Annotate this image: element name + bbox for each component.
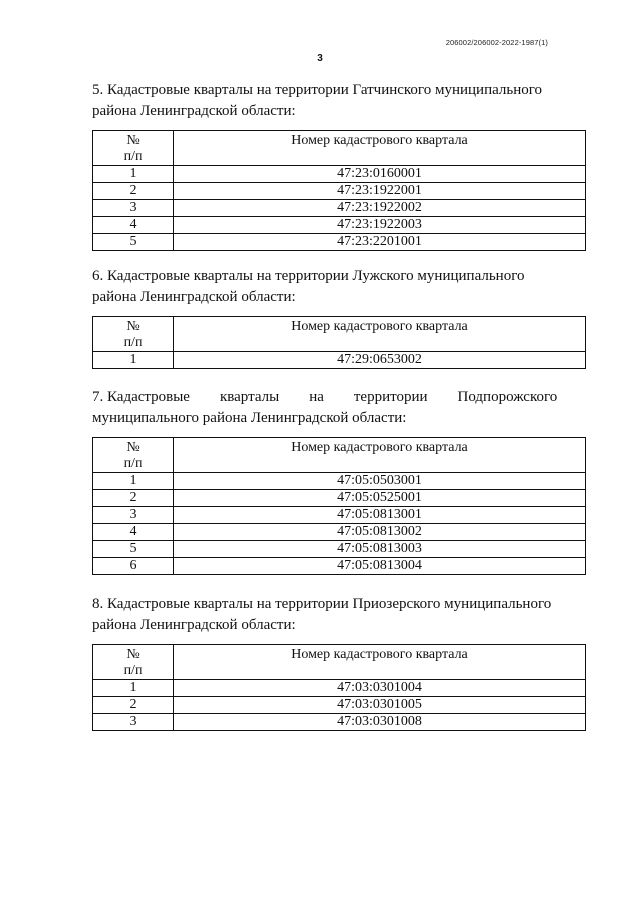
row-number: 3 (93, 714, 174, 731)
quarter-number: 47:23:2201001 (174, 234, 586, 251)
quarter-number: 47:03:0301005 (174, 697, 586, 714)
heading-line-2: района Ленинградской области: (92, 289, 296, 305)
row-number: 2 (93, 490, 174, 507)
column-header-number-line1: № (126, 133, 140, 148)
page-number: 3 (317, 53, 323, 64)
column-header-quarter: Номер кадастрового квартала (174, 438, 586, 473)
quarter-number: 47:03:0301008 (174, 714, 586, 731)
row-number: 5 (93, 541, 174, 558)
table-row (93, 473, 586, 490)
section-luga (92, 266, 586, 369)
table-row (93, 524, 586, 541)
heading-line-1: 5. Кадастровые кварталы на территории Гатчинского муниципального (92, 82, 543, 98)
column-header-number-line1: № (126, 319, 140, 334)
table-row (93, 200, 586, 217)
heading-line-2: района Ленинградской области: (92, 103, 296, 119)
quarter-number: 47:29:0653002 (174, 352, 586, 369)
column-header-number-line2: п/п (123, 149, 143, 164)
column-header-number-line2: п/п (123, 335, 143, 350)
column-header-quarter: Номер кадастрового квартала (174, 645, 586, 680)
row-number: 1 (93, 473, 174, 490)
table-header-row (93, 317, 586, 352)
heading-line-1: 7. Кадастровые кварталы на территории Подпорожского (92, 389, 558, 405)
heading-line-2: района Ленинградской области: (92, 617, 296, 633)
table-row (93, 507, 586, 524)
table-row (93, 541, 586, 558)
column-header-number-line1: № (126, 647, 140, 662)
quarter-number: 47:05:0813003 (174, 541, 586, 558)
row-number: 1 (93, 352, 174, 369)
quarter-number: 47:23:1922002 (174, 200, 586, 217)
table-row (93, 183, 586, 200)
row-number: 1 (93, 680, 174, 697)
table-row (93, 490, 586, 507)
quarter-number: 47:05:0503001 (174, 473, 586, 490)
heading-line-1: 8. Кадастровые кварталы на территории Приозерского муниципального (92, 596, 552, 612)
table-header-row (93, 645, 586, 680)
quarter-number: 47:23:0160001 (174, 166, 586, 183)
table-row (93, 558, 586, 575)
document-id: 206002/206002-2022-1987(1) (445, 38, 548, 47)
row-number: 5 (93, 234, 174, 251)
quarter-number: 47:03:0301004 (174, 680, 586, 697)
cadastral-table (92, 644, 586, 731)
column-header-number (93, 131, 174, 166)
section-heading (92, 387, 586, 429)
column-header-number (93, 317, 174, 352)
quarter-number: 47:05:0813004 (174, 558, 586, 575)
quarter-number: 47:05:0813001 (174, 507, 586, 524)
section-heading (92, 594, 586, 636)
column-header-number (93, 645, 174, 680)
section-heading (92, 80, 586, 122)
table-row (93, 217, 586, 234)
column-header-number-line2: п/п (123, 456, 143, 471)
row-number: 2 (93, 697, 174, 714)
section-heading (92, 266, 586, 308)
column-header-number-line2: п/п (123, 663, 143, 678)
section-priozersk (92, 594, 586, 731)
table-row (93, 234, 586, 251)
section-gatchina (92, 80, 586, 251)
row-number: 1 (93, 166, 174, 183)
row-number: 4 (93, 217, 174, 234)
heading-line-2: муниципального района Ленинградской области: (92, 410, 407, 426)
quarter-number: 47:23:1922003 (174, 217, 586, 234)
table-row (93, 352, 586, 369)
heading-line-1: 6. Кадастровые кварталы на территории Лужского муниципального (92, 268, 525, 284)
row-number: 6 (93, 558, 174, 575)
cadastral-table (92, 316, 586, 369)
table-row (93, 680, 586, 697)
column-header-number-line1: № (126, 440, 140, 455)
quarter-number: 47:23:1922001 (174, 183, 586, 200)
table-row (93, 714, 586, 731)
section-podporozhye (92, 387, 586, 575)
row-number: 3 (93, 507, 174, 524)
quarter-number: 47:05:0813002 (174, 524, 586, 541)
cadastral-table (92, 437, 586, 575)
table-row (93, 166, 586, 183)
row-number: 4 (93, 524, 174, 541)
table-header-row (93, 131, 586, 166)
table-header-row (93, 438, 586, 473)
column-header-number (93, 438, 174, 473)
column-header-quarter: Номер кадастрового квартала (174, 317, 586, 352)
row-number: 2 (93, 183, 174, 200)
quarter-number: 47:05:0525001 (174, 490, 586, 507)
table-row (93, 697, 586, 714)
cadastral-table (92, 130, 586, 251)
column-header-quarter: Номер кадастрового квартала (174, 131, 586, 166)
row-number: 3 (93, 200, 174, 217)
